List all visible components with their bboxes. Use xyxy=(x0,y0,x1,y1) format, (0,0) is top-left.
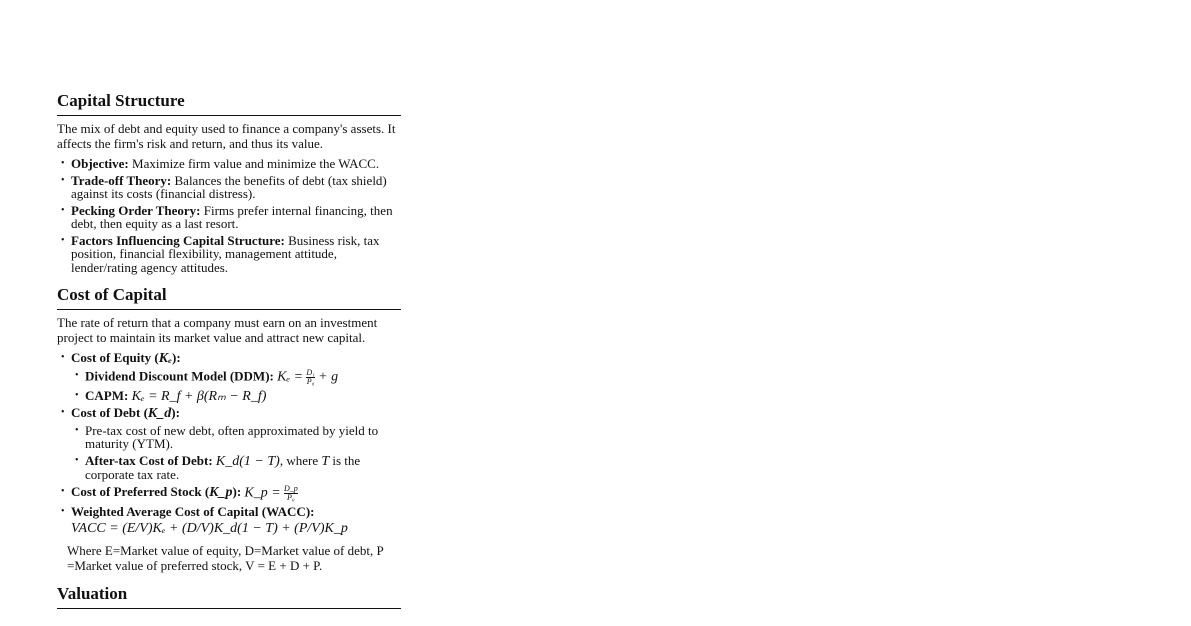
item-label: After-tax Cost of Debt: xyxy=(85,452,213,468)
fraction-numerator: D_p xyxy=(283,483,298,493)
list-item xyxy=(57,157,401,171)
math-formula: K_d(1 − T) xyxy=(215,453,280,469)
list-item-wacc xyxy=(57,505,401,519)
item-text: is the corporate tax rate. xyxy=(85,452,361,482)
list-item-capm xyxy=(71,389,401,404)
item-label: ): xyxy=(171,405,180,420)
wacc-formula: VACC = (E/V)Kₑ + (D/V)K_d(1 − T) + (P/V)K_p xyxy=(71,521,348,536)
math-formula: Kₑ = R_f + β(Rₘ − R_f) xyxy=(131,388,267,404)
fraction-denominator: P₀ xyxy=(306,376,315,386)
item-text: , where xyxy=(279,452,322,468)
capital-structure-intro: The mix of debt and equity used to finance a company's assets. It affects the firm's risk and return, and thus its value. xyxy=(57,121,396,151)
math-symbol: T xyxy=(321,453,330,469)
item-text: Business risk, tax position, financial flexibility, management attitude, lender/rating agency attitudes. xyxy=(71,232,380,275)
cost-of-capital-intro: The rate of return that a company must earn on an investment project to maintain its market value and attract new capital. xyxy=(57,315,378,345)
item-label: Weighted Average Cost of Capital (WACC): xyxy=(71,503,315,519)
list-item-aftertax xyxy=(71,454,401,482)
list-item-cost-of-preferred xyxy=(57,485,401,502)
list-item-cost-of-equity xyxy=(57,351,401,403)
math-symbol: K_d xyxy=(147,406,172,421)
item-text: Firms prefer internal financing, then debt, then equity as a last resort. xyxy=(71,202,393,231)
math-formula: K_p = xyxy=(244,484,281,500)
document-column xyxy=(57,90,401,609)
math-fraction xyxy=(284,485,298,502)
math-symbol: K_p xyxy=(209,484,233,500)
item-label: Objective: xyxy=(71,156,129,171)
capital-structure-list xyxy=(57,157,401,274)
item-label: Cost of Preferred Stock ( xyxy=(71,483,210,499)
math-formula: Kₑ = xyxy=(277,368,304,384)
math-symbol: Kₑ xyxy=(158,351,172,366)
list-item-pretax: • Pre-tax cost of new debt, often approximated by yield to maturity (YTM). xyxy=(71,424,401,451)
list-item xyxy=(57,174,401,201)
fraction-numerator: D₁ xyxy=(306,367,315,377)
item-label: ): xyxy=(171,350,181,365)
section-heading-cost-of-capital: Cost of Capital xyxy=(57,284,401,310)
item-label: Trade-off Theory: xyxy=(71,172,172,188)
item-text: Balances the benefits of debt (tax shield) against its costs (financial distress). xyxy=(71,172,387,201)
fraction-denominator: P₀ xyxy=(287,492,295,502)
item-label: Factors Influencing Capital Structure: xyxy=(71,232,285,248)
list-item-ddm xyxy=(71,369,401,386)
section-heading-valuation: Valuation xyxy=(57,583,401,609)
item-label: Cost of Debt ( xyxy=(71,405,148,420)
item-label: ): xyxy=(232,483,242,499)
list-item-cost-of-debt xyxy=(57,406,401,482)
item-label: Dividend Discount Model (DDM): xyxy=(85,367,274,383)
list-item xyxy=(57,204,401,231)
item-label: Cost of Equity ( xyxy=(71,350,159,365)
item-text: Maximize firm value and minimize the WACC. xyxy=(128,156,380,171)
item-label: CAPM: xyxy=(85,387,129,403)
wacc-definitions: Where E=Market value of equity, D=Market value of debt, P =Market value of preferred stock, V = E + D + P. xyxy=(67,543,384,573)
cost-of-capital-list xyxy=(57,351,401,518)
item-label: Pecking Order Theory: xyxy=(71,202,201,218)
math-formula: + g xyxy=(318,368,339,384)
list-item xyxy=(57,234,401,275)
section-heading-capital-structure: Capital Structure xyxy=(57,90,401,116)
math-fraction xyxy=(306,369,315,386)
